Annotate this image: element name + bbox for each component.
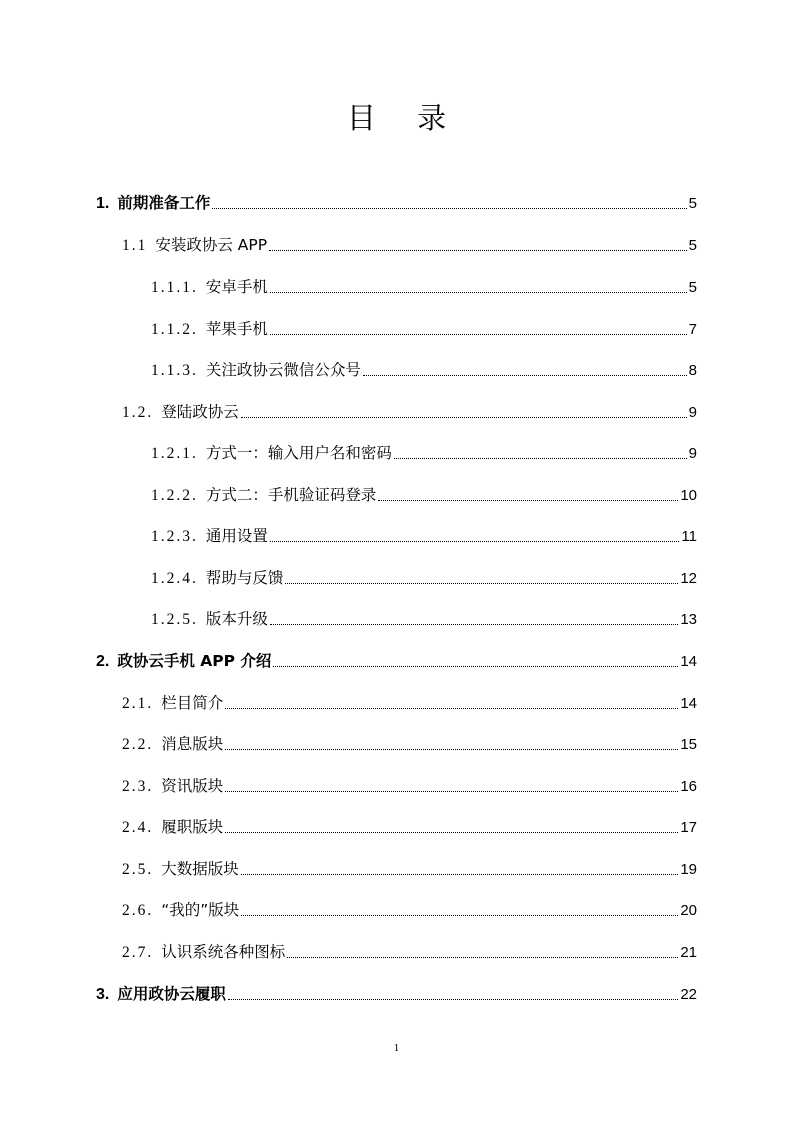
toc-entry-page: 14: [680, 653, 697, 670]
toc-entry[interactable]: [0, 897, 793, 921]
toc-entry[interactable]: [0, 814, 793, 838]
dot-leader: [241, 915, 678, 916]
dot-leader: [363, 375, 687, 376]
dot-leader: [287, 957, 678, 958]
toc-entry[interactable]: [0, 773, 793, 797]
toc-entry-label: 关注政协云微信公众号: [205, 361, 361, 379]
toc-entry-page: 20: [680, 902, 697, 919]
toc-entry-number: 2.5.: [122, 861, 154, 878]
toc-entry[interactable]: [0, 232, 793, 256]
toc-entry-number: 3.: [96, 986, 110, 1003]
toc-entry-label: 前期准备工作: [117, 194, 211, 212]
toc-entry-label: 安卓手机: [205, 278, 268, 296]
toc-entry[interactable]: [0, 565, 793, 589]
toc-entry-page: 17: [680, 819, 697, 836]
toc-entry-label: 通用设置: [205, 527, 268, 545]
toc-entry-label: 版本升级: [205, 610, 268, 628]
toc-entry-label: 政协云手机 APP 介绍: [117, 652, 272, 670]
dot-leader: [225, 708, 678, 709]
toc-entry-page: 14: [680, 695, 697, 712]
toc-entry[interactable]: [0, 190, 793, 214]
toc-entry[interactable]: [0, 357, 793, 381]
toc-entry[interactable]: [0, 606, 793, 630]
toc-entry-number: 1.2.: [122, 404, 154, 421]
dot-leader: [378, 500, 678, 501]
dot-leader: [273, 666, 678, 667]
toc-entry[interactable]: [0, 523, 793, 547]
toc-entry-number: 1.1.1.: [151, 279, 198, 296]
toc-entry-page: 9: [688, 404, 697, 421]
toc-entry-number: 2.2.: [122, 736, 154, 753]
toc-entry-page: 16: [680, 778, 697, 795]
toc-entry-label: “我的”版块: [161, 901, 240, 919]
toc-entry-page: 5: [688, 279, 697, 296]
toc-entry-label: 方式二：手机验证码登录: [205, 486, 377, 504]
toc-entry[interactable]: [0, 690, 793, 714]
toc-entry-number: 1.2.3.: [151, 528, 198, 545]
toc-entry-label: 应用政协云履职: [117, 985, 226, 1003]
toc-entry[interactable]: [0, 440, 793, 464]
page-number: 1: [393, 1042, 400, 1054]
dot-leader: [394, 458, 687, 459]
toc-entry-number: 1.1: [122, 237, 148, 254]
toc-entry-page: 15: [680, 736, 697, 753]
toc-entry-page: 7: [688, 321, 697, 338]
toc-entry-page: 21: [680, 944, 697, 961]
toc-entry[interactable]: [0, 482, 793, 506]
toc-entry-number: 1.: [96, 195, 110, 212]
toc-entry-number: 2.6.: [122, 902, 154, 919]
toc-entry-number: 2.4.: [122, 819, 154, 836]
toc-entry[interactable]: [0, 939, 793, 963]
toc-entry-number: 1.2.4.: [151, 570, 198, 587]
toc-entry-number: 2.3.: [122, 778, 154, 795]
toc-entry[interactable]: [0, 316, 793, 340]
dot-leader: [241, 874, 679, 875]
toc-entry-label: 登陆政协云: [161, 403, 239, 421]
toc-entry-page: 8: [688, 362, 697, 379]
toc-entry-page: 5: [688, 237, 697, 254]
toc-entry-label: 大数据版块: [161, 860, 239, 878]
dot-leader: [225, 832, 678, 833]
toc-entry-label: 资讯版块: [161, 777, 224, 795]
toc-entry-page: 9: [688, 445, 697, 462]
toc-entry[interactable]: [0, 856, 793, 880]
toc-entry-page: 10: [680, 487, 697, 504]
toc-entry-label: 苹果手机: [205, 320, 268, 338]
toc-entry-page: 22: [680, 986, 697, 1003]
toc-entry-label: 帮助与反馈: [205, 569, 284, 587]
toc-entry-number: 2.: [96, 653, 110, 670]
toc-entry-number: 1.1.3.: [151, 362, 198, 379]
toc-entry-label: 消息版块: [161, 735, 224, 753]
dot-leader: [270, 541, 680, 542]
toc-entry[interactable]: [0, 648, 793, 672]
toc-entry-page: 5: [688, 195, 697, 212]
toc-entry[interactable]: [0, 274, 793, 298]
dot-leader: [270, 624, 678, 625]
toc-entry-number: 2.1.: [122, 695, 154, 712]
toc-entry[interactable]: [0, 981, 793, 1005]
toc-entry-number: 2.7.: [122, 944, 154, 961]
dot-leader: [285, 583, 678, 584]
toc-entry-number: 1.2.5.: [151, 611, 198, 628]
toc-entry-label: 安装政协云 APP: [155, 236, 268, 254]
dot-leader: [212, 208, 686, 209]
toc-entry-page: 13: [680, 611, 697, 628]
dot-leader: [270, 292, 687, 293]
dot-leader: [225, 791, 678, 792]
toc-entry[interactable]: [0, 731, 793, 755]
dot-leader: [269, 250, 687, 251]
toc-entry[interactable]: [0, 399, 793, 423]
toc-entry-label: 栏目简介: [161, 694, 224, 712]
page-title: 目 录: [346, 101, 463, 135]
dot-leader: [270, 334, 687, 335]
toc-entry-page: 19: [680, 861, 697, 878]
toc-entry-number: 1.2.2.: [151, 487, 198, 504]
dot-leader: [241, 417, 687, 418]
toc-entry-number: 1.1.2.: [151, 321, 198, 338]
toc-entry-number: 1.2.1.: [151, 445, 198, 462]
dot-leader: [225, 749, 678, 750]
toc-entry-label: 认识系统各种图标: [161, 943, 286, 961]
toc-entry-label: 履职版块: [161, 818, 224, 836]
toc-entry-page: 12: [680, 570, 697, 587]
dot-leader: [228, 999, 678, 1000]
toc-entry-label: 方式一：输入用户名和密码: [205, 444, 392, 462]
toc-entry-page: 11: [681, 528, 697, 545]
